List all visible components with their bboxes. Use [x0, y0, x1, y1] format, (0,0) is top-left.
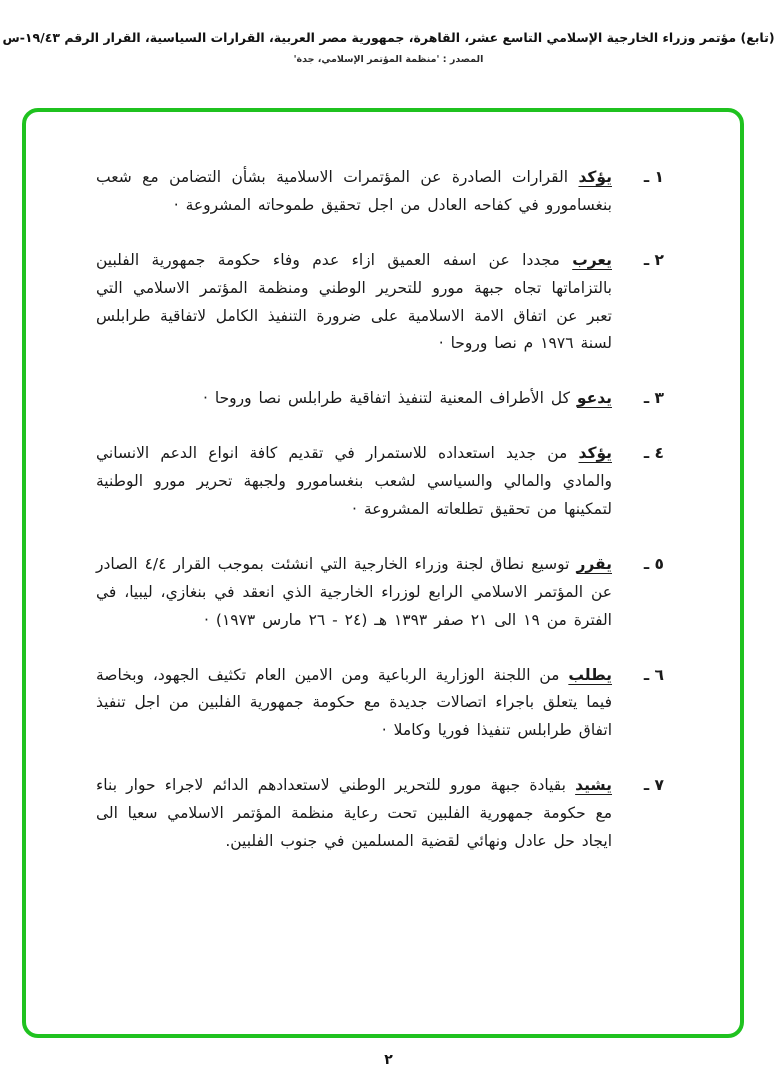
resolution-item — [96, 247, 664, 359]
item-rest-text: القرارات الصادرة عن المؤتمرات الاسلامية بشأن التضامن مع شعب بنغسامورو في كفاحه العادل من اجل تحقيق طموحاته المشروعة · — [96, 168, 612, 214]
item-lead-word: يقرر — [576, 554, 612, 573]
item-number: ٣ ـ — [643, 389, 664, 408]
item-text — [96, 385, 612, 413]
item-rest-text: من جديد استعداده للاستمرار في تقديم كافة انواع الدعم الانساني والمادي والمالي والسياسي لشعب بنغسامورو ولجبهة تحرير مورو الوطنية لتمكينها من تحقيق تطلعاته المشروعة · — [96, 444, 612, 519]
item-lead-word: يدعو — [576, 389, 612, 408]
item-number: ٦ ـ — [643, 665, 664, 684]
item-rest-text: بقيادة جبهة مورو للتحرير الوطني لاستعدادهم الدائم لاجراء حوار بناء مع حكومة جمهورية الفلبين تحت رعاية منظمة المؤتمر الاسلامي سعيا الى ايجاد حل عادل ونهائي لقضية المسلمين في جنوب الفلبين. — [96, 776, 612, 851]
item-number: ٧ ـ — [643, 776, 664, 795]
resolution-item — [96, 662, 664, 746]
document-header — [0, 0, 777, 65]
resolution-item — [96, 772, 664, 856]
item-text — [96, 551, 612, 635]
item-lead-word: يؤكد — [578, 444, 612, 463]
item-lead-word: يعرب — [572, 250, 612, 269]
page-number: ٢ — [384, 1052, 393, 1068]
item-number: ٢ ـ — [643, 250, 664, 269]
item-rest-text: كل الأطراف المعنية لتنفيذ اتفاقية طرابلس نصا وروحا · — [203, 389, 570, 408]
resolution-item — [96, 440, 664, 524]
header-source: المصدر : 'منظمة المؤتمر الإسلامي، جدة' — [293, 54, 484, 65]
item-text — [96, 247, 612, 359]
item-lead-word: يؤكد — [578, 168, 612, 186]
item-number: ٥ ـ — [643, 554, 664, 573]
item-number: ٤ ـ — [643, 444, 664, 463]
item-text — [96, 440, 612, 524]
item-rest-text: مجددا عن اسفه العميق ازاء عدم وفاء حكومة جمهورية الفلبين بالتزاماتها تجاه جبهة مورو للتحرير الوطني ومنظمة المؤتمر الاسلامي التي تعبر عن اتفاق الامة الاسلامية على ضرورة التنفيذ الكامل لاتفاقية طرابلس لسنة ١٩٧٦ م نصا وروحا · — [96, 250, 612, 353]
item-text — [96, 772, 612, 856]
item-number: ١ ـ — [643, 168, 664, 186]
resolution-item — [96, 385, 664, 413]
content-border-box — [22, 108, 744, 1038]
header-title: (تابع) مؤتمر وزراء الخارجية الإسلامي التاسع عشر، القاهرة، جمهورية مصر العربية، القرارات السياسية، القرار الرقم ١٩/٤٣-س — [2, 30, 775, 45]
resolution-body — [26, 112, 740, 856]
item-lead-word: يطلب — [568, 665, 612, 684]
resolution-item — [96, 164, 664, 220]
item-text — [96, 662, 612, 746]
item-text — [96, 164, 612, 220]
item-lead-word: يشيد — [575, 776, 612, 795]
resolution-item — [96, 551, 664, 635]
item-rest-text: من اللجنة الوزارية الرباعية ومن الامين العام تكثيف الجهود، وبخاصة فيما يتعلق باجراء اتصالات جديدة مع حكومة جمهورية الفلبين من اجل تنفيذ اتفاق طرابلس تنفيذا فوريا وكاملا · — [96, 665, 612, 740]
item-rest-text: توسيع نطاق لجنة وزراء الخارجية التي انشئت بموجب القرار ٤/٤ الصادر عن المؤتمر الاسلامي الرابع لوزراء الخارجية الذي انعقد في بنغازي، ليبيا، في الفترة من ١٩ الى ٢١ صفر ١٣٩٣ هـ (٢٤ - ٢٦ مارس ١٩٧٣) · — [96, 554, 612, 629]
